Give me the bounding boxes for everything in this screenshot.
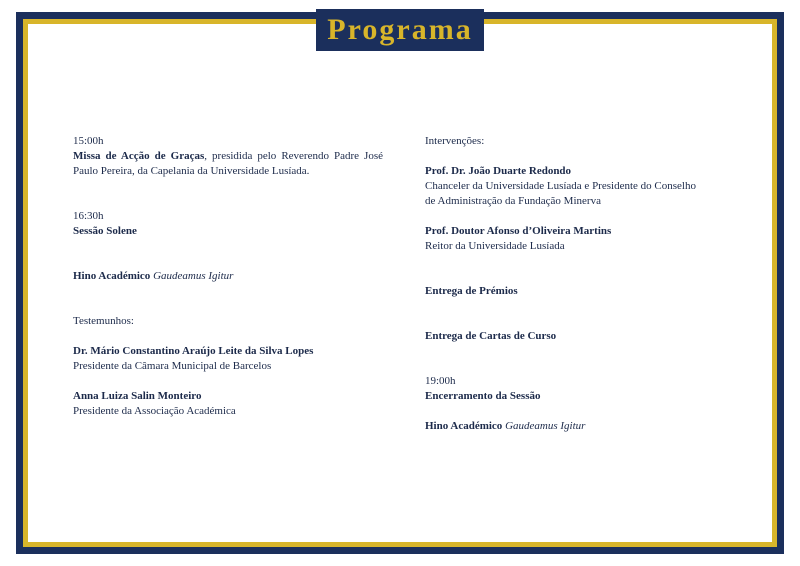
speaker-role-2: Presidente da Associação Académica [73,405,236,417]
speaker-role-3a: Chanceler da Universidade Lusíada e Presidente do Conselho [425,180,696,192]
intervencoes-heading: Intervenções: [425,135,485,147]
speaker-name-4: Prof. Doutor Afonso d’Oliveira Martins [425,225,612,237]
left-column [73,134,383,419]
testemunhos-heading: Testemunhos: [73,315,134,327]
speaker-role-1: Presidente da Câmara Municipal de Barcelos [73,360,272,372]
time-1630: 16:30h [73,210,104,222]
missa-title: Missa de Acção de Graças [73,150,205,162]
encerramento: Encerramento da Sessão [425,390,541,402]
speaker-role-4: Reitor da Universidade Lusíada [425,240,565,252]
entrega-premios: Entrega de Prémios [425,285,518,297]
page-title: Programa [327,13,473,46]
speaker-name-2: Anna Luiza Salin Monteiro [73,390,202,402]
hino-title: Gaudeamus Igitur [505,420,586,432]
time-1500: 15:00h [73,135,104,147]
time-1900: 19:00h [425,375,456,387]
sessao-solene: Sessão Solene [73,225,137,237]
hino-line-left [73,269,383,284]
speaker-role-3b: de Administração da Fundação Minerva [425,195,601,207]
speaker-name-1: Dr. Mário Constantino Araújo Leite da Silva Lopes [73,345,314,357]
hino-title: Gaudeamus Igitur [153,270,234,282]
hino-line-right [425,419,735,434]
hino-label: Hino Académico [425,420,503,432]
speaker-name-3: Prof. Dr. João Duarte Redondo [425,165,572,177]
missa-paragraph [73,149,383,179]
right-column [425,134,735,434]
entrega-cartas: Entrega de Cartas de Curso [425,330,557,342]
missa-description: , presidida pelo Reverendo Padre José Paulo Pereira, da Capelania da Universidade Lusíada. [73,150,383,177]
title-banner [316,9,484,51]
hino-label: Hino Académico [73,270,151,282]
